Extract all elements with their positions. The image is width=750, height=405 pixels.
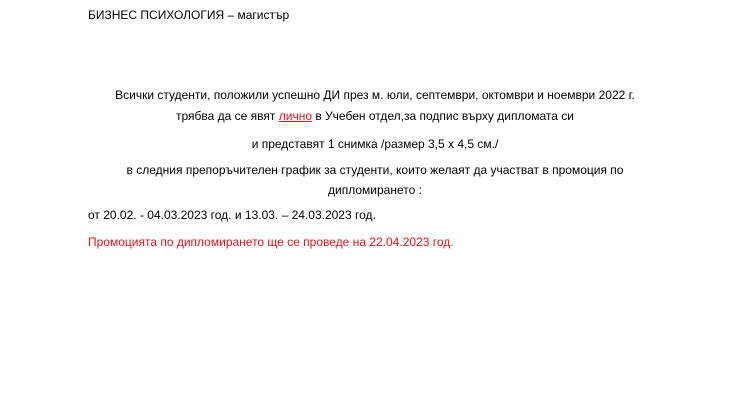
cropped-top-line	[80, 0, 670, 4]
schedule-dates: от 20.02. - 04.03.2023 год. и 13.03. – 24.03.2023 год.	[88, 208, 376, 222]
instructions-line-1: Всички студенти, положили успешно ДИ през м. юли, септември, октомври и ноември 2022 г.	[115, 88, 635, 102]
promotion-notice: Промоцията по дипломирането ще се проведе на 22.04.2023 год.	[88, 235, 454, 249]
instructions-line-2	[0, 108, 750, 124]
program-heading: БИЗНЕС ПСИХОЛОГИЯ – магистър	[88, 8, 290, 22]
instructions-line-3: и представят 1 снимка /размер 3,5 х 4,5 см./	[251, 137, 499, 151]
emphasis-in-person: лично	[278, 109, 312, 123]
instructions-line-2-end: в Учебен отдел,за подпис върху дипломата си	[312, 109, 575, 123]
schedule-intro-line-1: в следния препоръчителен график за студенти, които желаят да участват в промоция по	[126, 163, 624, 177]
instructions-line-2-start: трябва да се явят	[175, 109, 279, 123]
schedule-intro-line-2: дипломирането :	[328, 183, 422, 197]
